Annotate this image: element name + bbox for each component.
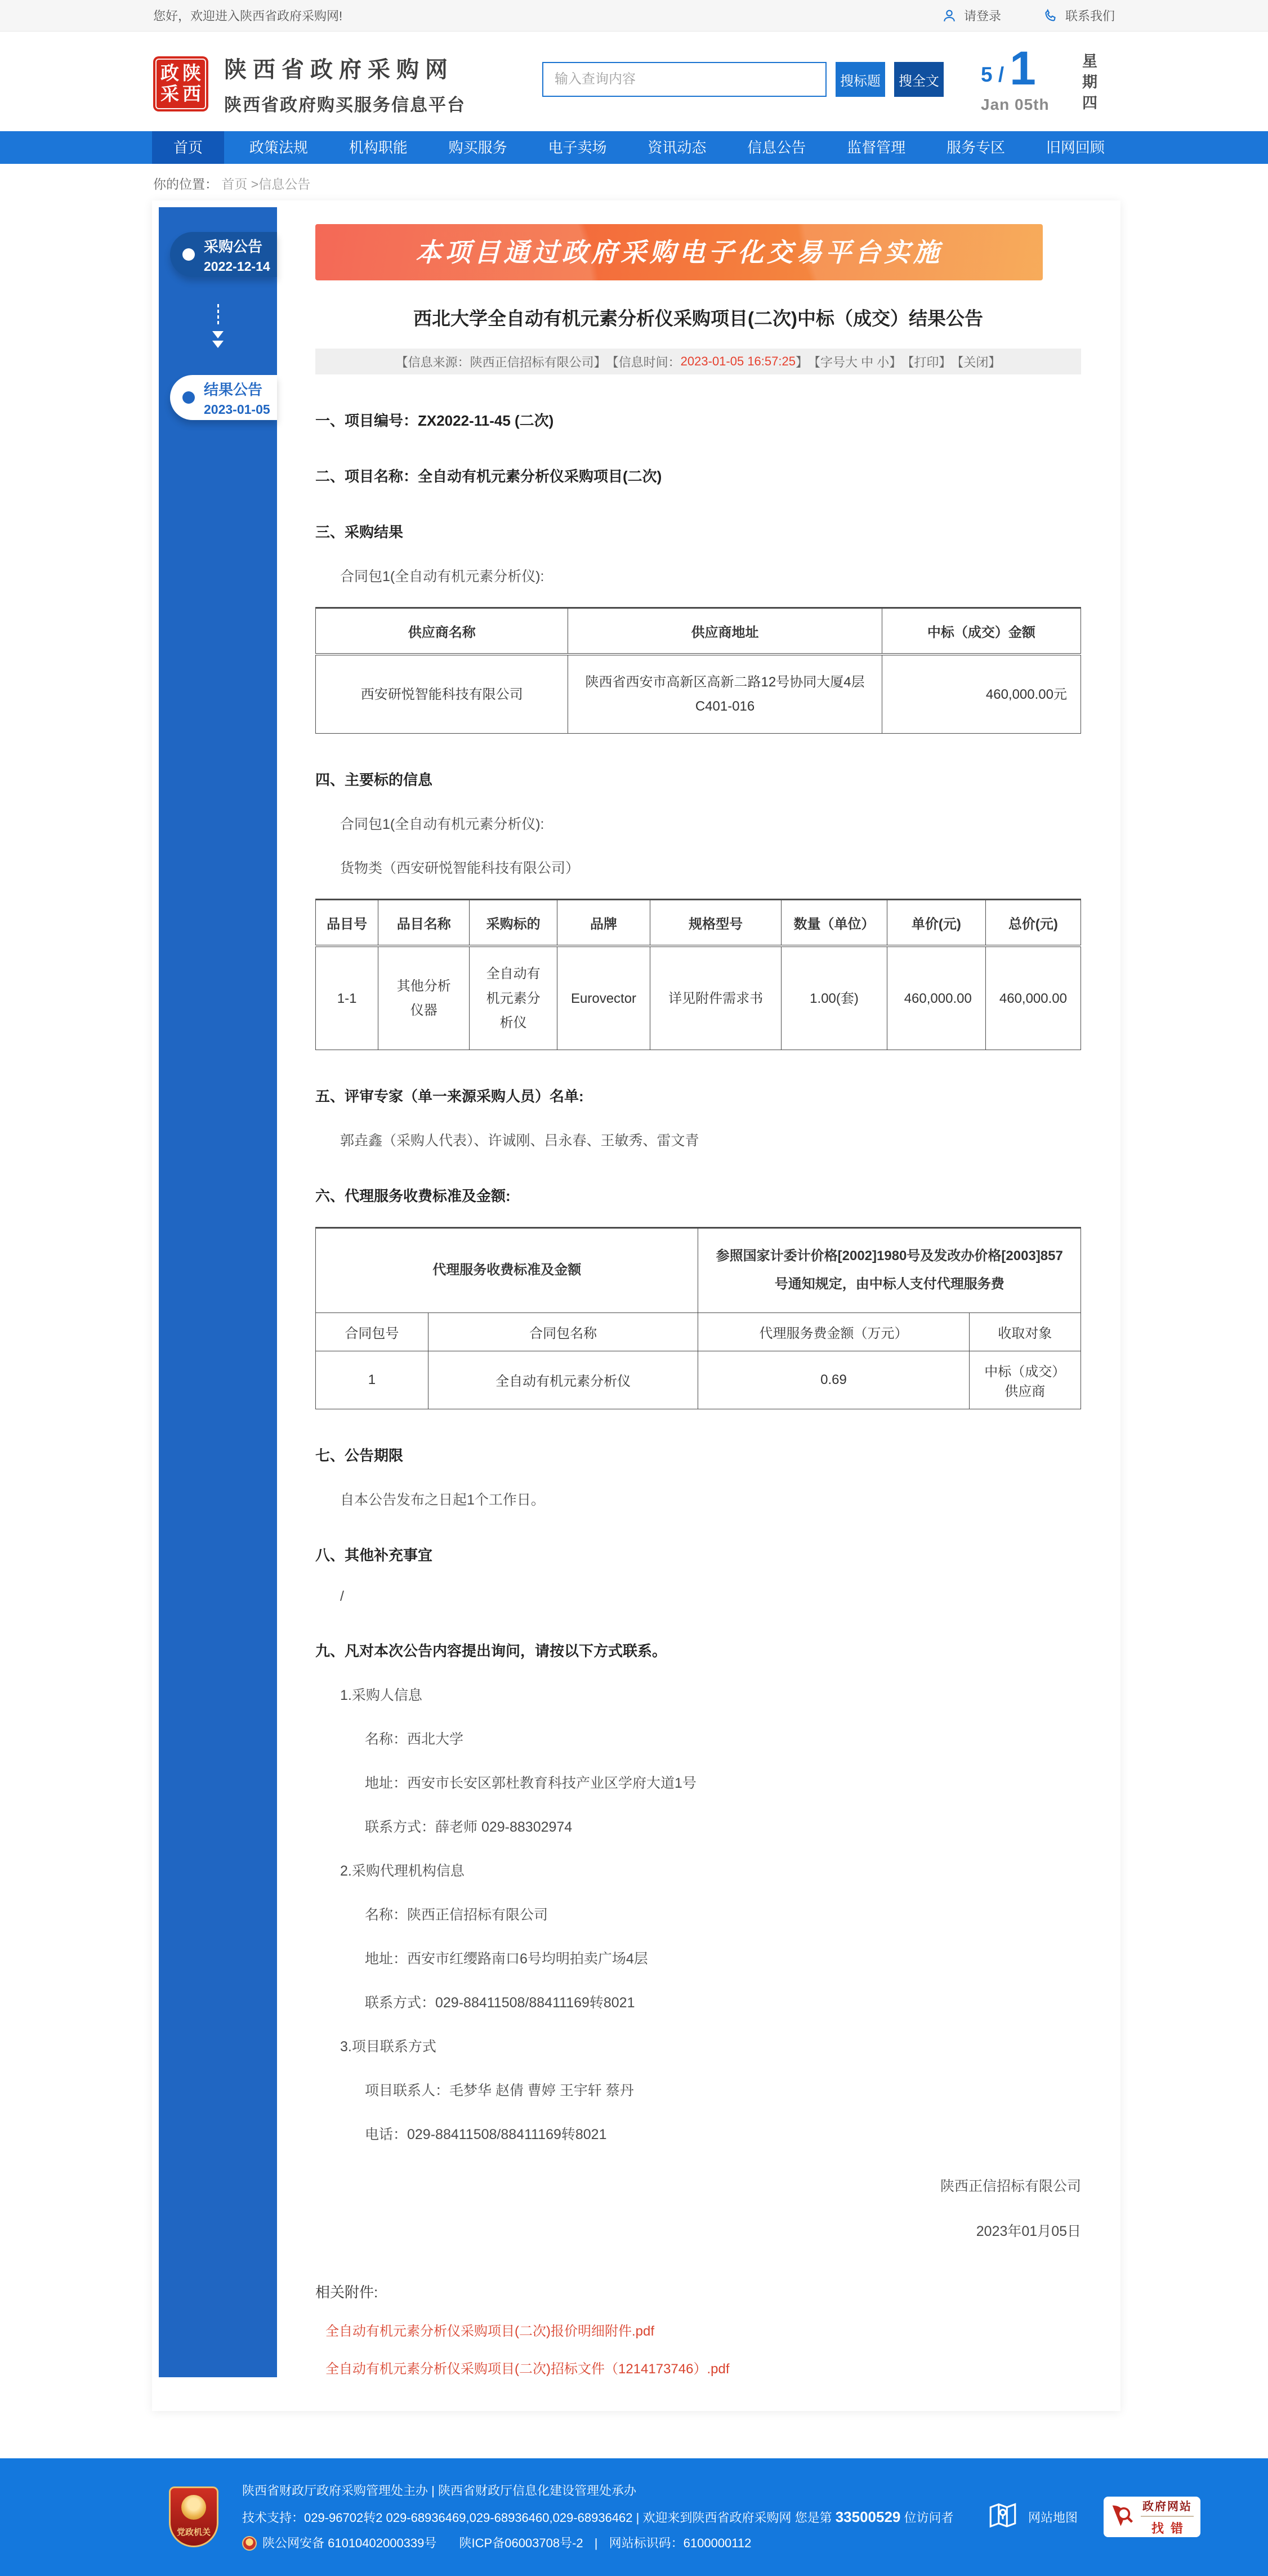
footer-right-block bbox=[986, 2497, 1200, 2537]
table-header: 品目名称 bbox=[378, 900, 470, 947]
font-size-medium-button[interactable]: 中 bbox=[861, 355, 874, 369]
search-input[interactable] bbox=[542, 62, 827, 97]
model-cell: 详见附件需求书 bbox=[650, 946, 782, 1050]
top-utility-bar bbox=[0, 0, 1268, 32]
search-title-button[interactable]: 搜标题 bbox=[836, 62, 885, 97]
package-name-cell: 全自动有机元素分析仪 bbox=[428, 1351, 698, 1409]
magnifier-icon bbox=[1110, 2503, 1135, 2531]
gov-badge-action: 找错 bbox=[1151, 2521, 1190, 2536]
breadcrumb-home-link[interactable]: 首页 bbox=[221, 177, 248, 191]
category-label: 货物类（西安研悦智能科技有限公司） bbox=[340, 860, 580, 877]
footer-beian-line bbox=[242, 2534, 954, 2552]
table-header: 采购标的 bbox=[470, 900, 557, 947]
section-5-experts: 五、评审专家（单一来源采购人员）名单: bbox=[315, 1087, 584, 1105]
breadcrumb-label: 你的位置： bbox=[153, 177, 218, 191]
announcement-period-text: 自本公告发布之日起1个工作日。 bbox=[340, 1492, 545, 1508]
visitor-count: 33500529 bbox=[835, 2508, 901, 2525]
login-link[interactable]: 请登录 bbox=[941, 7, 1001, 24]
contact-line: 1.采购人信息 bbox=[340, 1687, 422, 1703]
package-label: 合同包1(全自动有机元素分析仪): bbox=[340, 816, 544, 833]
table-row bbox=[316, 654, 1081, 734]
main-panel bbox=[152, 200, 1120, 2411]
table-header: 总价(元) bbox=[985, 900, 1081, 947]
footer-text-block bbox=[242, 2475, 954, 2559]
nav-item-supervision[interactable]: 监督管理 bbox=[847, 139, 906, 156]
total-price-cell: 460,000.00 bbox=[985, 946, 1081, 1050]
gov-badge-divider bbox=[1141, 2516, 1194, 2517]
table-header: 中标（成交）金额 bbox=[882, 608, 1081, 655]
breadcrumb-separator: > bbox=[251, 177, 259, 191]
brand-text bbox=[224, 52, 466, 116]
bid-items-table bbox=[315, 899, 1081, 1050]
party-badge-label: 党政机关 bbox=[176, 2528, 211, 2538]
nav-item-home[interactable]: 首页 bbox=[152, 131, 224, 164]
table-header: 单价(元) bbox=[887, 900, 985, 947]
nav-item-announcements[interactable]: 信息公告 bbox=[747, 139, 806, 156]
section-3-procurement-result: 三、采购结果 bbox=[315, 524, 404, 541]
table-row bbox=[316, 1227, 1081, 1312]
package-no-cell: 1 bbox=[316, 1351, 428, 1409]
unit-price-cell: 460,000.00 bbox=[887, 946, 985, 1050]
item-name-cell: 其他分析仪器 bbox=[378, 946, 470, 1050]
section-4-bid-info: 四、主要标的信息 bbox=[315, 771, 433, 789]
emblem-icon bbox=[181, 2495, 206, 2520]
font-size-small-button[interactable]: 小 bbox=[877, 355, 890, 369]
user-icon bbox=[941, 8, 957, 24]
table-row bbox=[316, 946, 1081, 1050]
map-icon bbox=[986, 2499, 1019, 2535]
fee-standard-text-cell: 参照国家计委计价格[2002]1980号及发改办价格[2003]857号通知规定，由中标人支付代理服务费 bbox=[698, 1227, 1081, 1312]
table-header: 规格型号 bbox=[650, 900, 782, 947]
table-header: 代理服务费金额（万元） bbox=[698, 1312, 969, 1351]
meta-time-prefix: 【信息时间： bbox=[606, 355, 681, 369]
date-widget bbox=[981, 42, 1050, 114]
supplier-address-cell: 陕西省西安市高新区高新二路12号协同大厦4层C401-016 bbox=[568, 654, 882, 734]
signoff-company: 陕西正信招标有限公司 bbox=[940, 2178, 1081, 2194]
table-header-row bbox=[316, 900, 1081, 947]
meta-fontsize-suffix: 】 bbox=[889, 355, 902, 369]
contact-line: 名称：陕西正信招标有限公司 bbox=[365, 1907, 548, 1923]
section-2-project-name: 二、项目名称：全自动有机元素分析仪采购项目(二次) bbox=[315, 468, 662, 485]
signoff bbox=[315, 2175, 1081, 2240]
main-nav bbox=[0, 131, 1268, 164]
table-header: 品牌 bbox=[557, 900, 650, 947]
main-nav-items bbox=[152, 131, 1120, 164]
weekday-label: 星期四 bbox=[1080, 53, 1097, 115]
section-1-project-number: 一、项目编号：ZX2022-11-45 (二次) bbox=[315, 412, 554, 429]
item-id-cell: 1-1 bbox=[316, 946, 378, 1050]
date-english: Jan 05th bbox=[981, 95, 1050, 113]
site-code: 网站标识码：6100000112 bbox=[609, 2536, 752, 2551]
meta-time-value: 2023-01-05 16:57:25 bbox=[680, 354, 796, 368]
close-button[interactable]: 【关闭】 bbox=[951, 355, 1001, 369]
contact-line: 项目联系人：毛梦华 赵倩 曹婷 王宇轩 蔡丹 bbox=[365, 2082, 634, 2099]
other-matters-text: / bbox=[340, 1588, 344, 1604]
announcement-article bbox=[277, 207, 1120, 2377]
police-beian-link[interactable]: 陕公网安备 61010402000339号 bbox=[262, 2536, 437, 2551]
party-government-emblem-badge bbox=[169, 2486, 218, 2547]
supplier-name-cell: 西安研悦智能科技有限公司 bbox=[316, 654, 568, 734]
signoff-date: 2023年01月05日 bbox=[976, 2223, 1081, 2239]
gov-site-error-report-badge[interactable] bbox=[1104, 2497, 1200, 2537]
attachments-label: 相关附件: bbox=[315, 2283, 378, 2301]
timeline-arrow-down-icon bbox=[159, 304, 277, 348]
footer-tech-support-line: 技术支持：029-96702转2 029-68936469,029-68936460,029-68936462 | 欢迎来到陕西省政府采购网 您是第 33500529 位访问者 bbox=[242, 2508, 954, 2525]
fee-payer-cell: 中标（成交）供应商 bbox=[969, 1351, 1081, 1409]
search-fulltext-button[interactable]: 搜全文 bbox=[894, 62, 944, 97]
gov-badge-title: 政府网站 bbox=[1142, 2501, 1192, 2514]
site-footer bbox=[0, 2458, 1268, 2576]
table-header: 合同包名称 bbox=[428, 1312, 698, 1351]
table-header: 品目号 bbox=[316, 900, 378, 947]
section-7-announcement-period: 七、公告期限 bbox=[315, 1447, 404, 1464]
font-size-large-button[interactable]: 大 bbox=[845, 355, 858, 369]
contact-link[interactable]: 联系我们 bbox=[1043, 7, 1115, 24]
expert-names: 郭垚鑫（采购人代表）、许诚刚、吕永春、王敏秀、雷文青 bbox=[340, 1132, 699, 1149]
announcement-timeline bbox=[159, 207, 277, 2377]
table-header: 收取对象 bbox=[969, 1312, 1081, 1351]
fee-amount-cell: 0.69 bbox=[698, 1351, 969, 1409]
table-header: 合同包号 bbox=[316, 1312, 428, 1351]
contact-line: 联系方式：029-88411508/88411169转8021 bbox=[365, 1994, 635, 2011]
table-header: 供应商地址 bbox=[568, 608, 882, 655]
footer-organizer-line: 陕西省财政厅政府采购管理处主办 | 陕西省财政厅信息化建设管理处承办 bbox=[242, 2483, 636, 2498]
site-subtitle: 陕西省政府购买服务信息平台 bbox=[224, 95, 466, 115]
nav-item-service-zone[interactable]: 服务专区 bbox=[946, 139, 1006, 156]
brand-cell: Eurovector bbox=[557, 946, 650, 1050]
table-header-row bbox=[316, 1312, 1081, 1351]
table-header: 供应商名称 bbox=[316, 608, 568, 655]
brand bbox=[153, 52, 466, 116]
package-label: 合同包1(全自动有机元素分析仪): bbox=[340, 569, 544, 584]
fee-standard-label-cell: 代理服务收费标准及金额 bbox=[316, 1227, 698, 1312]
meta-time-suffix: 】 bbox=[795, 355, 808, 369]
police-badge-icon bbox=[242, 2536, 257, 2551]
contact-line: 联系方式：薛老师 029-88302974 bbox=[365, 1819, 573, 1835]
meta-source: 【信息来源：陕西正信招标有限公司】 bbox=[395, 355, 606, 369]
nav-item-policies[interactable]: 政策法规 bbox=[249, 139, 308, 156]
site-title: 陕西省政府采购网 bbox=[224, 57, 454, 82]
sitemap-link[interactable]: 网站地图 bbox=[986, 2499, 1078, 2535]
date-numeric: 5 / 1 bbox=[981, 42, 1036, 95]
table-header-row bbox=[316, 608, 1081, 655]
award-amount-cell: 460,000.00元 bbox=[882, 654, 1081, 734]
print-button[interactable]: 【打印】 bbox=[901, 355, 952, 369]
welcome-text: 您好，欢迎进入陕西省政府采购网! bbox=[153, 9, 343, 23]
section-6-agency-fee: 六、代理服务收费标准及金额: bbox=[315, 1187, 511, 1204]
nav-item-functions[interactable]: 机构职能 bbox=[349, 139, 408, 156]
breadcrumb bbox=[153, 174, 1268, 193]
contact-line: 电话：029-88411508/88411169转8021 bbox=[365, 2126, 607, 2142]
search-bar bbox=[542, 62, 944, 97]
quantity-cell: 1.00(套) bbox=[782, 946, 887, 1050]
contact-line: 地址：西安市长安区郭杜教育科技产业区学府大道1号 bbox=[365, 1775, 696, 1791]
nav-item-purchase-services[interactable]: 购买服务 bbox=[448, 139, 507, 156]
timeline-step-result-announcement[interactable]: 结果公告 2023-01-05 bbox=[170, 375, 277, 420]
footer-divider: | bbox=[594, 2536, 598, 2551]
timeline-dot bbox=[182, 248, 195, 261]
breadcrumb-current[interactable]: 信息公告 bbox=[258, 177, 311, 191]
contact-line: 2.采购代理机构信息 bbox=[340, 1863, 465, 1879]
section-8-other-matters: 八、其他补充事宜 bbox=[315, 1546, 433, 1564]
contact-line: 地址：西安市红缨路南口6号均明拍卖广场4层 bbox=[365, 1950, 648, 1967]
table-header: 数量（单位） bbox=[782, 900, 887, 947]
section-9-contact: 九、凡对本次公告内容提出询问，请按以下方式联系。 bbox=[315, 1642, 667, 1659]
nav-item-old-site[interactable]: 旧网回顾 bbox=[1046, 139, 1105, 156]
meta-fontsize-label: 【字号 bbox=[807, 355, 845, 369]
page-title: 西北大学全自动有机元素分析仪采购项目(二次)中标（成交）结果公告 bbox=[413, 308, 983, 329]
article-meta-bar bbox=[315, 349, 1081, 374]
contact-line: 3.项目联系方式 bbox=[340, 2038, 436, 2055]
table-row bbox=[316, 1351, 1081, 1409]
nav-item-news[interactable]: 资讯动态 bbox=[648, 139, 707, 156]
timeline-dot bbox=[182, 391, 195, 404]
timeline-step-procurement-announcement[interactable]: 采购公告 2022-12-14 bbox=[170, 232, 277, 277]
icp-beian-link[interactable]: 陕ICP备06003708号-2 bbox=[459, 2536, 583, 2551]
topbar-links bbox=[941, 7, 1115, 24]
nav-item-e-mall[interactable]: 电子卖场 bbox=[548, 139, 607, 156]
contact-line: 名称：西北大学 bbox=[365, 1731, 464, 1747]
site-header bbox=[0, 32, 1268, 131]
phone-icon bbox=[1043, 8, 1059, 24]
platform-banner: 本项目通过政府采购电子化交易平台实施 bbox=[315, 224, 1043, 280]
agency-fee-table bbox=[315, 1227, 1081, 1409]
attachment-link-tender-doc-pdf[interactable]: 全自动有机元素分析仪采购项目(二次)招标文件（1214173746）.pdf bbox=[325, 2361, 730, 2377]
site-logo-seal[interactable]: 政 陕 采 西 bbox=[153, 56, 208, 111]
supplier-table bbox=[315, 607, 1081, 734]
attachment-link-quotation-pdf[interactable]: 全自动有机元素分析仪采购项目(二次)报价明细附件.pdf bbox=[325, 2323, 655, 2339]
procurement-target-cell: 全自动有机元素分析仪 bbox=[470, 946, 557, 1050]
